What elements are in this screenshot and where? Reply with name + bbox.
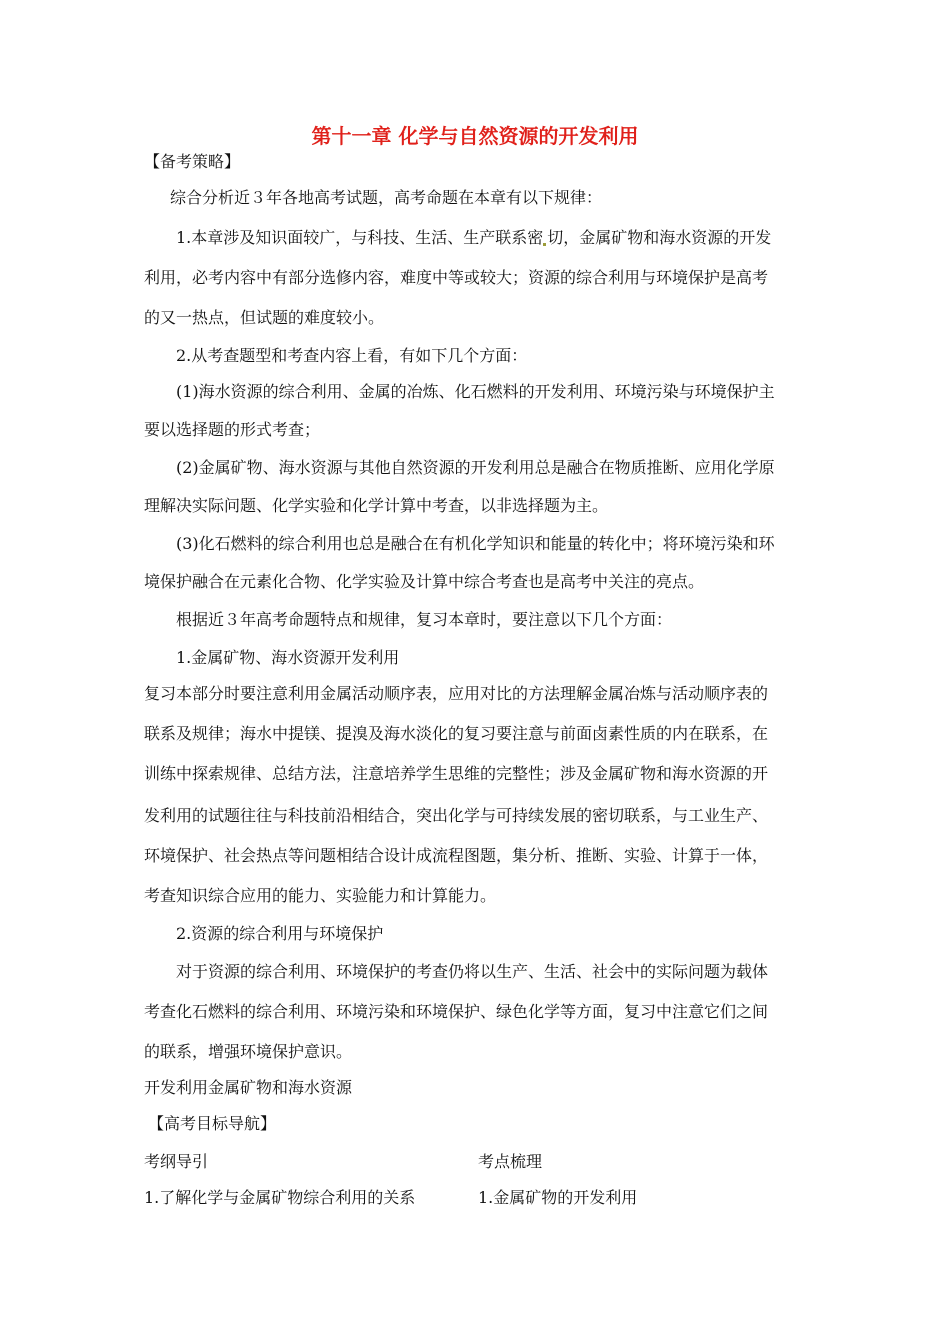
review-1-line-2: 联系及规律；海水中提镁、提溴及海水淡化的复习要注意与前面卤素性质的内在联系，在	[144, 724, 769, 743]
point-1-line-3: 的又一热点，但试题的难度较小。	[144, 308, 385, 327]
table-row-1-left: 1.了解化学与金属矿物综合利用的关系	[144, 1188, 416, 1207]
review-1-line-4: 发利用的试题往往与科技前沿相结合，突出化学与可持续发展的密切联系，与工业生产、	[144, 806, 769, 825]
table-header-right: 考点梳理	[478, 1152, 543, 1171]
section-heading-strategy: 【备考策略】	[144, 152, 241, 171]
review-1-line-3: 训练中探索规律、总结方法，注意培养学生思维的完整性；涉及金属矿物和海水资源的开	[144, 764, 769, 783]
table-row-1-right: 1.金属矿物的开发利用	[478, 1188, 638, 1207]
review-1-line-1: 复习本部分时要注意利用金属活动顺序表，应用对比的方法理解金属冶炼与活动顺序表的	[144, 684, 769, 703]
review-2-title: 2.资源的综合利用与环境保护	[176, 924, 384, 943]
subtopic-heading: 开发利用金属矿物和海水资源	[144, 1078, 353, 1097]
intro-paragraph: 综合分析近３年各地高考试题，高考命题在本章有以下规律：	[170, 188, 603, 207]
review-1-line-5: 环境保护、社会热点等问题相结合设计成流程图题，集分析、推断、实验、计算于一体，	[144, 846, 769, 865]
table-header-left: 考纲导引	[144, 1152, 209, 1171]
review-2-line-3: 的联系，增强环境保护意识。	[144, 1042, 353, 1061]
sub-point-1-line-1: (1)海水资源的综合利用、金属的冶炼、化石燃料的开发利用、环境污染与环境保护主	[176, 382, 775, 401]
review-2-line-2: 考查化石燃料的综合利用、环境污染和环境保护、绿色化学等方面，复习中注意它们之间	[144, 1002, 769, 1021]
sub-point-3-line-2: 境保护融合在元素化合物、化学实验及计算中综合考查也是高考中关注的亮点。	[144, 572, 705, 591]
point-1-text-b: 切，金属矿物和海水资源的开发	[547, 228, 772, 247]
sub-point-3-line-1: (3)化石燃料的综合利用也总是融合在有机化学知识和能量的转化中；将环境污染和环	[176, 534, 775, 553]
review-2-line-1: 对于资源的综合利用、环境保护的考查仍将以生产、生活、社会中的实际问题为载体	[176, 962, 769, 981]
chapter-title: 第十一章 化学与自然资源的开发利用	[311, 124, 639, 148]
sub-point-2-line-1: (2)金属矿物、海水资源与其他自然资源的开发利用总是融合在物质推断、应用化学原	[176, 458, 775, 477]
point-1-line-1	[176, 228, 771, 248]
point-1-text-a: 1.本章涉及知识面较广，与科技、生活、生产联系密	[176, 228, 544, 247]
review-intro: 根据近３年高考命题特点和规律，复习本章时，要注意以下几个方面：	[176, 610, 673, 629]
sub-point-1-line-2: 要以选择题的形式考查；	[144, 420, 321, 439]
stray-dot-mark	[543, 243, 546, 246]
review-1-title: 1.金属矿物、海水资源开发利用	[176, 648, 400, 667]
point-1-line-2: 利用，必考内容中有部分选修内容，难度中等或较大；资源的综合利用与环境保护是高考	[144, 268, 769, 287]
point-2: 2.从考查题型和考查内容上看，有如下几个方面：	[176, 346, 528, 365]
section-heading-target: 【高考目标导航】	[148, 1114, 277, 1133]
review-1-line-6: 考查知识综合应用的能力、实验能力和计算能力。	[144, 886, 497, 905]
sub-point-2-line-2: 理解决实际问题、化学实验和化学计算中考查，以非选择题为主。	[144, 496, 609, 515]
